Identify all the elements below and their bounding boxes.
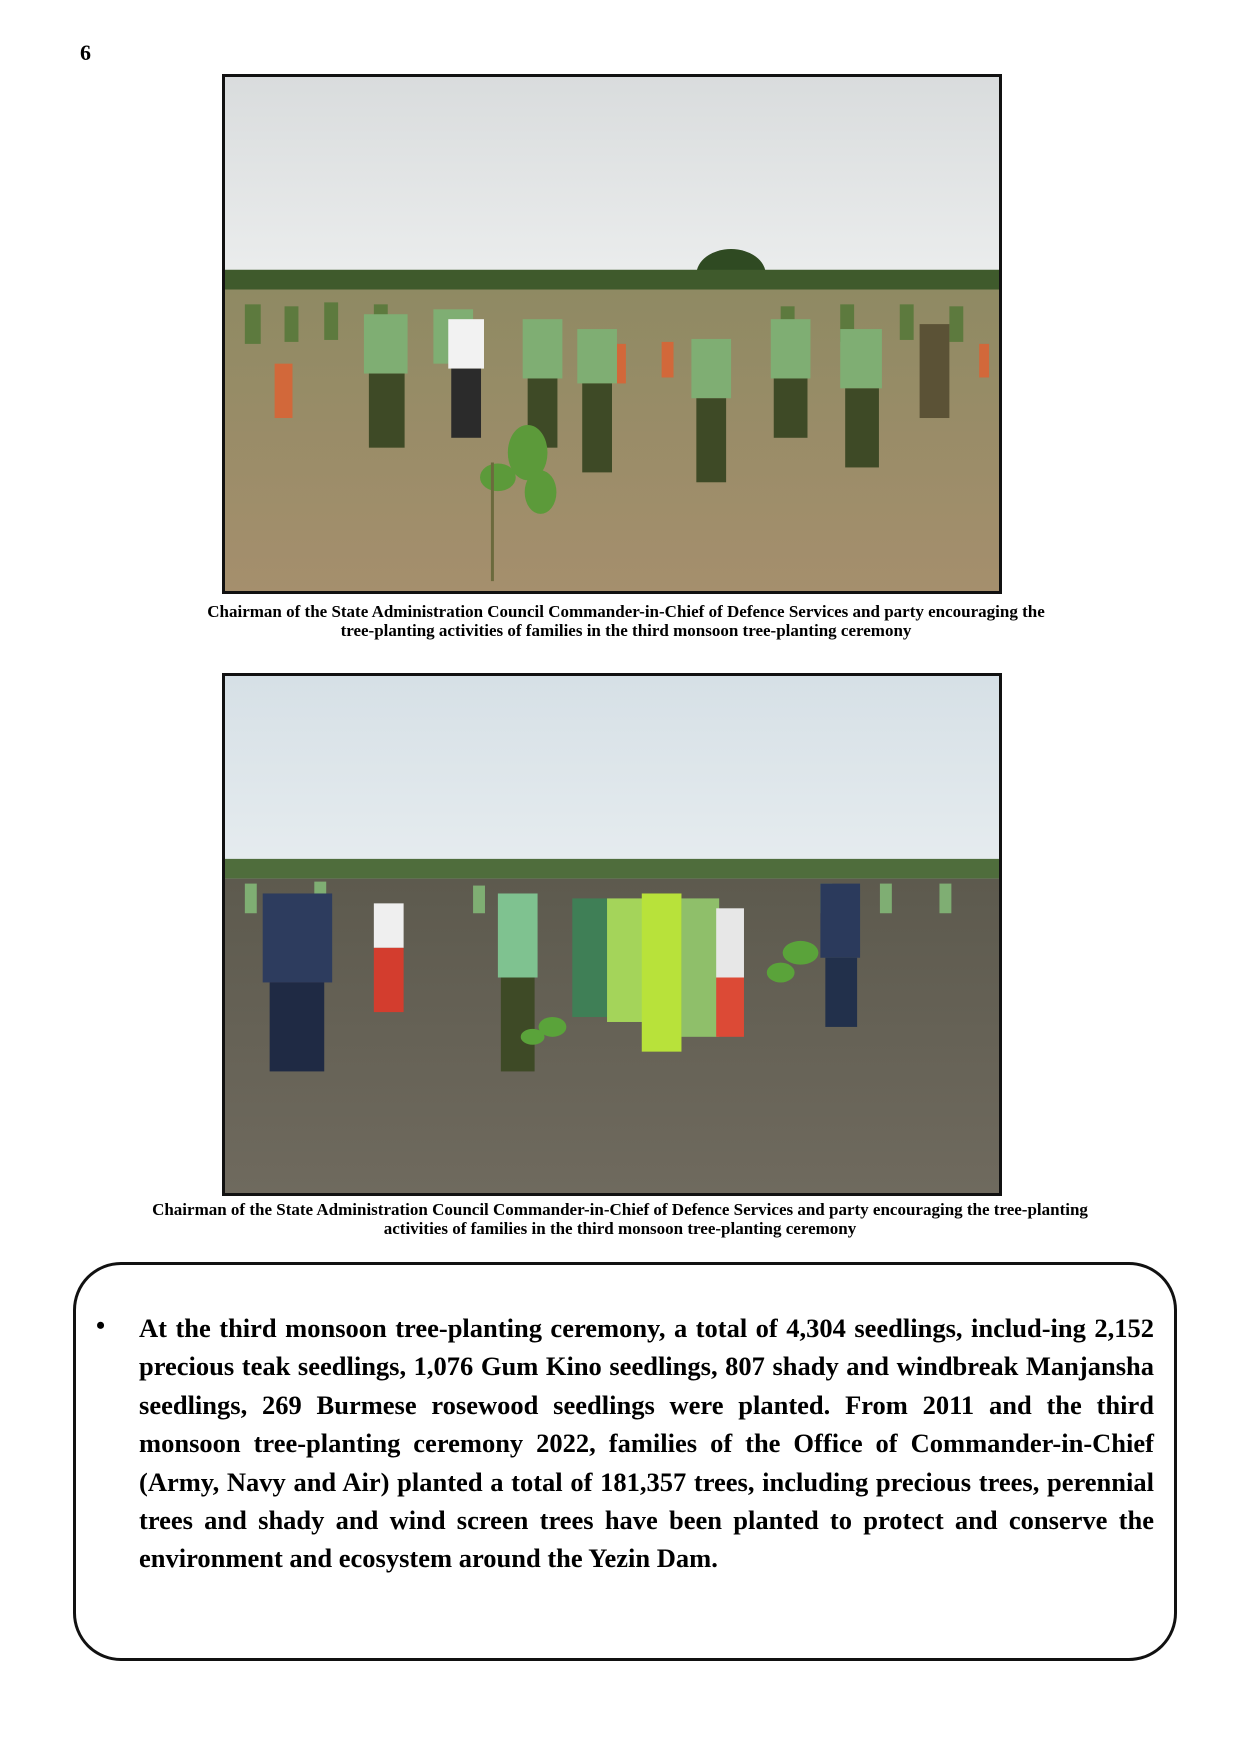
photo-illustration <box>225 676 999 1193</box>
page-number: 6 <box>80 40 91 65</box>
photo-caption-1: Chairman of the State Administration Council Commander-in-Chief of Defence Services and party encouraging the tree-planting activities of families in the third monsoon tree-planting ceremony <box>207 602 1045 640</box>
summary-text: At the third monsoon tree-planting ceremony, a total of 4,304 seedlings, includ-ing 2,152 precious teak seedlings, 1,076 Gum Kino seedlings, 807 shady and windbreak Manjansha seedlings, 269 Burmese rosewood seedlings were planted. From 2011 and the third monsoon tree-planting ceremony 2022, families of the Office of Commander-in-Chief (Army, Navy and Air) planted a total of 181,357 trees, including precious trees, perennial trees and shady and wind screen trees have been planted to protect and conserve the environment and ecosystem around the Yezin Dam. <box>139 1313 1154 1574</box>
photo-tree-planting-officials <box>222 74 1002 594</box>
bullet-icon: • <box>96 1311 106 1340</box>
summary-box <box>73 1262 1177 1661</box>
photo-caption-2: Chairman of the State Administration Council Commander-in-Chief of Defence Services and party encouraging the tree-planting activities of families in the third monsoon tree-planting ceremony <box>152 1200 1088 1238</box>
photo-tree-planting-families <box>222 673 1002 1196</box>
photo-illustration <box>225 77 999 591</box>
